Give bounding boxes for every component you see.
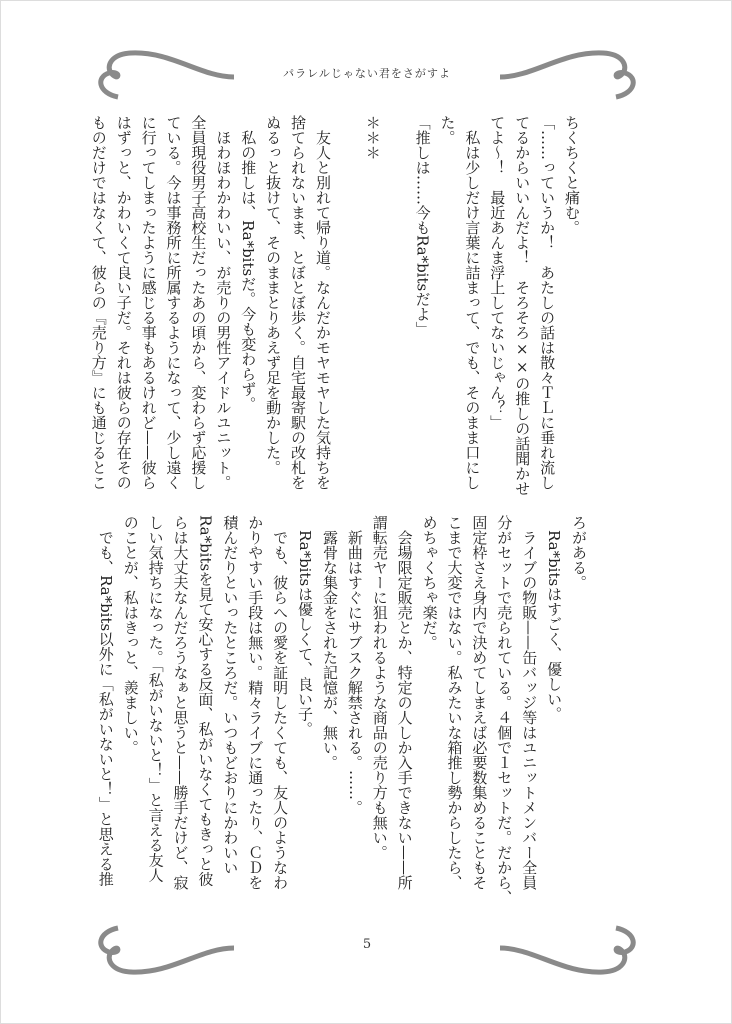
text-line: Ra*bitsは優しくて、良い子。 xyxy=(296,515,315,737)
text-line: ろがある。 xyxy=(570,515,588,590)
blank-line xyxy=(385,115,410,495)
text-line: 積んだりといったところだ。いつもどおりにかわいい xyxy=(221,515,240,875)
text-line: ほわほわかわいい、が売りの男性アイドルユニット。 xyxy=(214,115,233,490)
text-line: のことが、私はきっと、羨ましい。 xyxy=(121,515,140,755)
text-line: でも、彼らへの愛を証明したくても、友人のようなわ xyxy=(271,515,290,890)
text-line: た。 xyxy=(438,115,457,145)
running-header-title: パラレルじゃない君をさがすよ xyxy=(283,67,451,80)
text-line: しい気持ちになった。「私がいないと！」と言える友人 xyxy=(146,515,165,883)
text-line: 新曲はすぐにサブスク解禁される。……。 xyxy=(345,515,364,815)
text-line: 謂転売ヤーに狙われるような商品の売り方も無い。 xyxy=(370,515,389,860)
text-line: 友人と別れて帰り道。なんだかモヤモヤした気持ちを xyxy=(313,115,332,490)
text-line: ＊＊＊ xyxy=(363,115,382,160)
text-line: Ra*bitsを見て安心する反面、私がいなくてもきっと彼 xyxy=(196,515,215,887)
text-line: はずっと、かわいくて良い子だ。それは彼らの存在その xyxy=(114,115,133,490)
text-line: 露骨な集金をされた記憶が、無い。 xyxy=(320,515,339,770)
text-line: ぬるっと抜けて、そのままとりあえず足を動かした。 xyxy=(264,115,283,475)
text-line: 固定枠さえ身内で決めてしまえば必要数集めることもそ xyxy=(470,515,489,890)
body-text-lower xyxy=(93,515,591,905)
text-line: 捨てられないまま、とぼとぼ歩く。自宅最寄駅の改札を xyxy=(289,115,308,490)
text-line: ちくちくと痛む。 xyxy=(563,115,581,235)
text-line: てよ〜！ 最近あんま浮上してないじゃん？」 xyxy=(488,115,507,430)
text-line: 「……っていうか！ あたしの話は散々ＴＬに垂れ流し xyxy=(538,115,557,490)
text-line: てるからいいんだよ！ そろそろ××の推しの話聞かせ xyxy=(513,115,532,496)
text-line: こまで大変ではない。私みたいな箱推し勢からしたら、 xyxy=(445,515,464,890)
text-line: に行ってしまったように感じる事もあるけれど——彼ら xyxy=(139,115,158,490)
text-line: でも、Ra*bits以外に「私がいないと！」と思える推 xyxy=(96,515,115,887)
text-line: 「推しは……今もRa*bitsだよ」 xyxy=(413,115,432,337)
text-line: ものだけではなくて、彼らの『売り方』にも通じるとこ xyxy=(89,115,108,490)
blank-line xyxy=(335,115,360,495)
text-line: らは大丈夫なんだろうなぁと思うと——勝手だけど、寂 xyxy=(171,515,190,890)
text-line: 私の推しは、Ra*bitsだ。今も変わらず。 xyxy=(239,115,258,412)
text-line: かりやすい手段は無い。精々ライブに通ったり、ＣＤを xyxy=(246,515,265,890)
body-text-upper xyxy=(86,115,584,495)
text-line: 私は少しだけ言葉に詰まって、でも、そのまま口にし xyxy=(463,115,482,490)
text-line: ている。今は事務所に所属するようになって、少し遠く xyxy=(164,115,183,490)
text-line: めちゃくちゃ楽だ。 xyxy=(420,515,439,650)
text-line: ライブの物販——缶バッジ等はユニットメンバー全員 xyxy=(520,515,539,890)
text-line: 全員現役男子高校生だったあの頃から、変わらず応援し xyxy=(189,115,208,490)
text-line: 分がセットで売られている。４個で１セットだ。だから、 xyxy=(495,515,514,905)
text-line: Ra*bitsはすごく、優しい。 xyxy=(545,515,564,722)
page-number: 5 xyxy=(362,937,372,952)
text-line: 会場限定販売とか、特定の人しか入手できない——所 xyxy=(395,515,414,890)
